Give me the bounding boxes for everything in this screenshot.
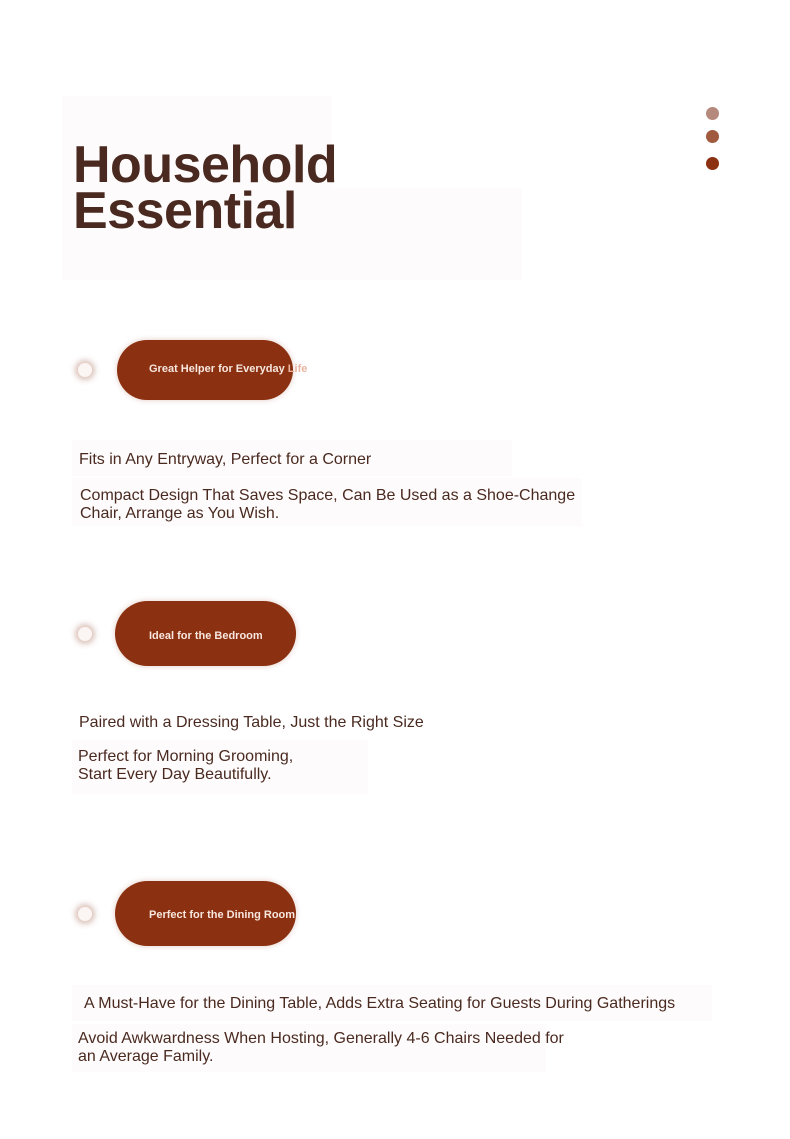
section-2-pill-label-main: Ideal for the Bedroom	[149, 630, 263, 642]
section-3-description-line-1: Avoid Awkwardness When Hosting, Generally 4-6 Chairs Needed for	[78, 1030, 564, 1047]
section-3-description	[78, 1030, 564, 1066]
section-3-heading: A Must-Have for the Dining Table, Adds Extra Seating for Guests During Gatherings	[84, 995, 676, 1012]
section-1-description	[80, 487, 575, 523]
section-3-pill-label	[149, 908, 295, 922]
section-3-pill-label-main: Perfect for the Dining Room	[149, 909, 295, 921]
section-3-bullet	[77, 906, 93, 922]
section-1-heading: Fits in Any Entryway, Perfect for a Corner	[79, 451, 372, 468]
section-1-bullet	[77, 362, 93, 378]
section-2-description	[78, 748, 293, 784]
page-title-line-1: Household	[73, 136, 338, 194]
section-1-pill-label	[149, 362, 307, 376]
section-1-description-line-1: Compact Design That Saves Space, Can Be Used as a Shoe-Change	[80, 487, 576, 504]
decor-dot-3	[706, 157, 719, 170]
section-1-description-line-2: Chair, Arrange as You Wish.	[80, 505, 280, 522]
section-1-pill-label-faded: Life	[287, 363, 308, 375]
section-2-bullet	[77, 626, 93, 642]
section-1-pill-label-main: Great Helper for Everyday	[149, 363, 288, 375]
page-title	[73, 136, 338, 240]
section-2-pill-label	[149, 629, 263, 643]
decor-dot-2	[706, 130, 719, 143]
section-2-heading: Paired with a Dressing Table, Just the Right Size	[79, 714, 424, 731]
page-title-line-2: Essential	[73, 182, 297, 240]
decor-dot-1	[706, 107, 719, 120]
section-3-description-line-2: an Average Family.	[78, 1048, 214, 1065]
section-2-description-line-2: Start Every Day Beautifully.	[78, 766, 272, 783]
section-2-description-line-1: Perfect for Morning Grooming,	[78, 748, 294, 765]
